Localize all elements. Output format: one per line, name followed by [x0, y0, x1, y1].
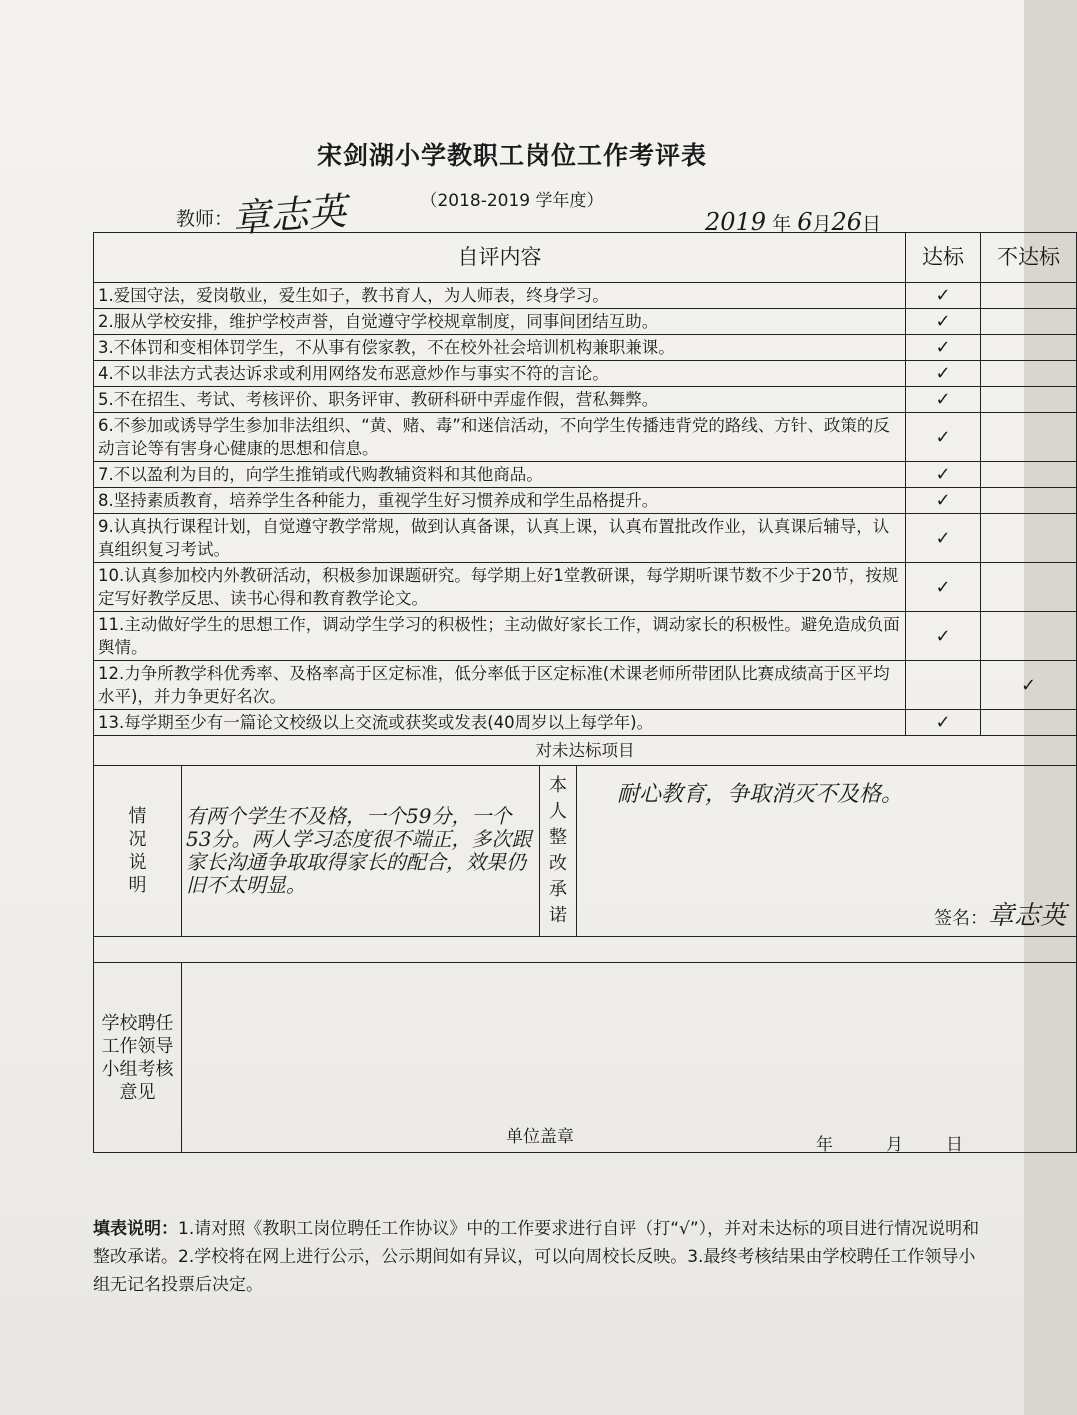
item-text: 7.不以盈利为目的，向学生推销或代购教辅资料和其他商品。	[94, 462, 906, 488]
item-text: 5.不在招生、考试、考核评价、职务评审、教研科研中弄虚作假，营私舞弊。	[94, 387, 906, 413]
item-fail-check	[981, 710, 1077, 736]
evaluation-table	[93, 232, 1077, 1153]
item-pass-check: ✓	[906, 335, 981, 361]
school-opinion-label-text: 学校聘任工作领导小组考核意见	[101, 1012, 174, 1103]
item-text: 1.爱国守法，爱岗敬业，爱生如子，教书育人，为人师表，终身学习。	[94, 283, 906, 309]
form-title: 宋剑湖小学教职工岗位工作考评表	[316, 141, 707, 170]
item-pass-check: ✓	[906, 361, 981, 387]
item-row	[94, 661, 1077, 710]
item-text: 4.不以非法方式表达诉求或利用网络发布恶意炒作与事实不符的言论。	[94, 361, 906, 387]
commitment-label-text: 本人整改承诺	[548, 775, 567, 926]
item-fail-check: ✓	[981, 661, 1077, 710]
notes-text: 1.请对照《教职工岗位聘任工作协议》中的工作要求进行自评（打“√”），并对未达标的项目进行情况说明和整改承诺。2.学校将在网上进行公示，公示期间如有异议，可以向周校长反映。3.最终考核结果由学校聘任工作领导小组无记名投票后决定。	[93, 1219, 980, 1295]
date-month: 6	[797, 208, 813, 236]
situation-label-text: 情况说明	[128, 806, 147, 896]
item-text: 8.坚持素质教育，培养学生各种能力，重视学生好习惯养成和学生品格提升。	[94, 488, 906, 514]
footer-year-label: 年	[816, 1135, 833, 1155]
item-row	[94, 563, 1077, 612]
item-fail-check	[981, 563, 1077, 612]
school-opinion-row	[94, 963, 1077, 1153]
item-pass-check: ✓	[906, 488, 981, 514]
school-opinion-label	[94, 963, 182, 1153]
signature-label: 签名：	[933, 908, 988, 929]
unmet-header: 对未达标项目	[94, 736, 1077, 766]
item-fail-check	[981, 335, 1077, 361]
spacer-row	[94, 937, 1077, 963]
item-text: 12.力争所教学科优秀率、及格率高于区定标准，低分率低于区定标准(术课老师所带团队比赛成绩高于区平均水平)，并力争更好名次。	[94, 661, 906, 710]
unmet-header-row	[94, 736, 1077, 766]
item-row	[94, 488, 1077, 514]
footer-month-label: 月	[886, 1135, 903, 1155]
item-fail-check	[981, 514, 1077, 563]
item-pass-check	[906, 661, 981, 710]
item-list	[94, 283, 1077, 736]
item-pass-check: ✓	[906, 710, 981, 736]
commitment-text: 耐心教育，争取消灭不及格。	[617, 782, 904, 807]
item-text: 9.认真执行课程计划，自觉遵守教学常规，做到认真备课，认真上课，认真布置批改作业，认真课后辅导，认真组织复习考试。	[94, 514, 906, 563]
item-fail-check	[981, 413, 1077, 462]
item-fail-check	[981, 462, 1077, 488]
item-fail-check	[981, 488, 1077, 514]
item-fail-check	[981, 283, 1077, 309]
item-fail-check	[981, 361, 1077, 387]
signature-name: 章志英	[987, 901, 1066, 931]
school-opinion-cell	[182, 963, 1077, 1153]
item-row	[94, 462, 1077, 488]
item-row	[94, 361, 1077, 387]
item-pass-check: ✓	[906, 413, 981, 462]
item-pass-check: ✓	[906, 387, 981, 413]
item-pass-check: ✓	[906, 612, 981, 661]
item-text: 11.主动做好学生的思想工作，调动学生学习的积极性；主动做好家长工作，调动家长的积极性。避免造成负面舆情。	[94, 612, 906, 661]
item-pass-check: ✓	[906, 309, 981, 335]
signature	[933, 901, 1076, 931]
item-row	[94, 309, 1077, 335]
unmet-detail-row	[94, 766, 1077, 937]
item-fail-check	[981, 612, 1077, 661]
seal-label: 单位盖章	[506, 1127, 574, 1147]
situation-label	[94, 766, 182, 937]
item-pass-check: ✓	[906, 283, 981, 309]
teacher-label: 教师：	[176, 208, 234, 230]
item-text: 10.认真参加校内外教研活动，积极参加课题研究。每学期上好1堂教研课，每学期听课节数不少于20节，按规定写好教学反思、读书心得和教育教学论文。	[94, 563, 906, 612]
item-row	[94, 335, 1077, 361]
header-fail: 不达标	[981, 233, 1077, 283]
header-pass: 达标	[906, 233, 981, 283]
item-text: 3.不体罚和变相体罚学生，不从事有偿家教，不在校外社会培训机构兼职兼课。	[94, 335, 906, 361]
filling-instructions	[93, 1215, 988, 1299]
situation-text: 有两个学生不及格，一个59分，一个53分。两人学习态度很不端正，多次跟家长沟通争取取得家长的配合，效果仍旧不太明显。	[182, 766, 540, 937]
item-pass-check: ✓	[906, 563, 981, 612]
item-pass-check: ✓	[906, 514, 981, 563]
item-row	[94, 612, 1077, 661]
commitment-cell	[540, 766, 1077, 937]
item-row	[94, 514, 1077, 563]
item-row	[94, 283, 1077, 309]
table-header-row	[94, 233, 1077, 283]
date-day: 26	[831, 208, 863, 236]
school-year: （2018-2019 学年度）	[420, 191, 604, 211]
item-fail-check	[981, 387, 1077, 413]
item-text: 13.每学期至少有一篇论文校级以上交流或获奖或发表(40周岁以上每学年)。	[94, 710, 906, 736]
date-year-label: 年	[772, 213, 792, 235]
item-row	[94, 710, 1077, 736]
notes-title: 填表说明：	[93, 1219, 178, 1239]
header-content: 自评内容	[94, 233, 906, 283]
footer-day-label: 日	[946, 1135, 963, 1155]
item-text: 2.服从学校安排，维护学校声誉，自觉遵守学校规章制度，同事间团结互助。	[94, 309, 906, 335]
item-row	[94, 413, 1077, 462]
commitment-label	[540, 766, 577, 936]
date-day-label: 日	[862, 213, 882, 235]
item-text: 6.不参加或诱导学生参加非法组织、“黄、赌、毒”和迷信活动，不向学生传播违背党的路线、方针、政策的反动言论等有害身心健康的思想和信息。	[94, 413, 906, 462]
date-year: 2019	[705, 208, 767, 236]
item-pass-check: ✓	[906, 462, 981, 488]
teacher-name-handwritten: 章志英	[230, 189, 348, 241]
item-fail-check	[981, 309, 1077, 335]
date-month-label: 月	[812, 213, 832, 235]
item-row	[94, 387, 1077, 413]
